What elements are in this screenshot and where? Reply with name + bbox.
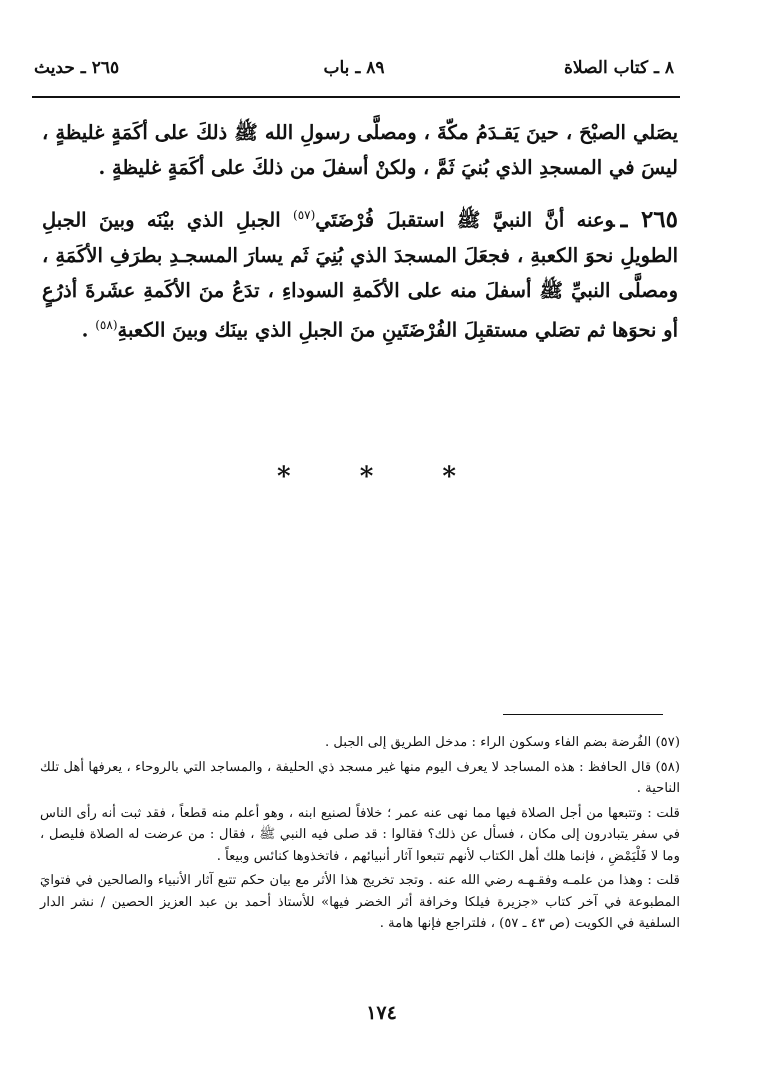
footnotes [40,732,680,935]
footnote-note-1: قلت : وتتبعها من أجل الصلاة فيها مما نهى عنه عمر ؛ خلافاً لصنيع ابنه ، وهو أعلم منه قطعاً ، فقد ثبت أنه رأى الناس في سفر يتبادرون إلى مكان ، فسأل عن ذلك؟ فقالوا : قد صلى فيه النبي ﷺ ، فقال : من عرضت له الصلاة فليصل ، وما لا فَلْيَمْضِ ، فإنما هلك أهل الكتاب لأنهم تتبعوا آثار أنبيائهم ، فاتخذوها كنائس وبيعاً . [40,805,680,864]
hadith-number: ٢٦٥ ـ [620,205,679,233]
paragraph-2-end: . [81,318,96,341]
paragraph-2-part-b: الجبلِ الذي بيْنَه وبينَ الجبلِ الطويلِ نحوَ الكعبةِ ، فجعَلَ المسجدَ الذي بُنِيَ ثَم يسارَ المسجـدِ بطرَفِ الأكَمَةِ ، ومصلَّى النبيِّ ﷺ أسفلَ منه على الأكَمةِ السوداءِ ، تدَعُ منَ الأكَمةِ عشَرةَ أذرُعٍ أو نحوَها ثم تصَلي مستقبِلَ الفُرْضَتَينِ منَ الجبلِ الذي بينَك وبينَ الكعبةِ [42,208,678,341]
paragraph-2 [42,198,678,347]
footnote-rule [503,714,663,715]
paragraph-2-part-a: وعنه أنَّ النبيَّ ﷺ استقبلَ فُرْضَتَي [315,208,615,232]
paragraph-1: يصَلي الصبْحَ ، حينَ يَقـدَمُ مكّةَ ، ومصلَّى رسولِ الله ﷺ ذلكَ على أكَمَةٍ غليظةٍ ، ليسَ في المسجدِ الذي بُنيَ ثَمَّ ، ولكنْ أسفلَ من ذلكَ على أكَمَةٍ غليظةٍ . [42,121,678,179]
running-header [34,58,674,88]
footnote-57: (٥٧) الفُرضة بضم الفاء وسكون الراء : مدخل الطريق إلى الجبل . [325,735,680,750]
header-bab: ٨٩ ـ باب [323,58,385,78]
footnote-ref-58[interactable]: (٥٨) [95,317,118,332]
main-text [42,115,678,347]
footnote-ref-57[interactable]: (٥٧) [293,208,316,222]
header-hadith: ٢٦٥ ـ حديث [34,58,120,78]
header-rule [32,96,680,98]
footnote-58: (٥٨) قال الحافظ : هذه المساجد لا يعرف اليوم منها غير مسجد ذي الحليفة ، والمساجد التي بالروحاء ، يعرفها أهل تلك الناحية . [40,759,680,796]
section-separator: * * * [277,462,486,492]
page-number: ١٧٤ [366,1002,397,1024]
footnote-note-2: قلت : وهذا من علمـه وفقـهـه رضي الله عنه . وتجد تخريج هذا الأثر مع بيان حكم تتبع آثار الأنبياء والصالحين في فتوايَ المطبوعة في آخر كتاب «جزيرة فيلكا وخرافة أثر الخضر فيها» للأستاذ أحمد بن عبد العزيز الحصين / نشر الدار السلفية في الكويت (ص ٤٣ ـ ٥٧) ، فلتراجع فإنها هامة . [40,873,680,931]
header-chapter: ٨ ـ كتاب الصلاة [564,58,674,78]
